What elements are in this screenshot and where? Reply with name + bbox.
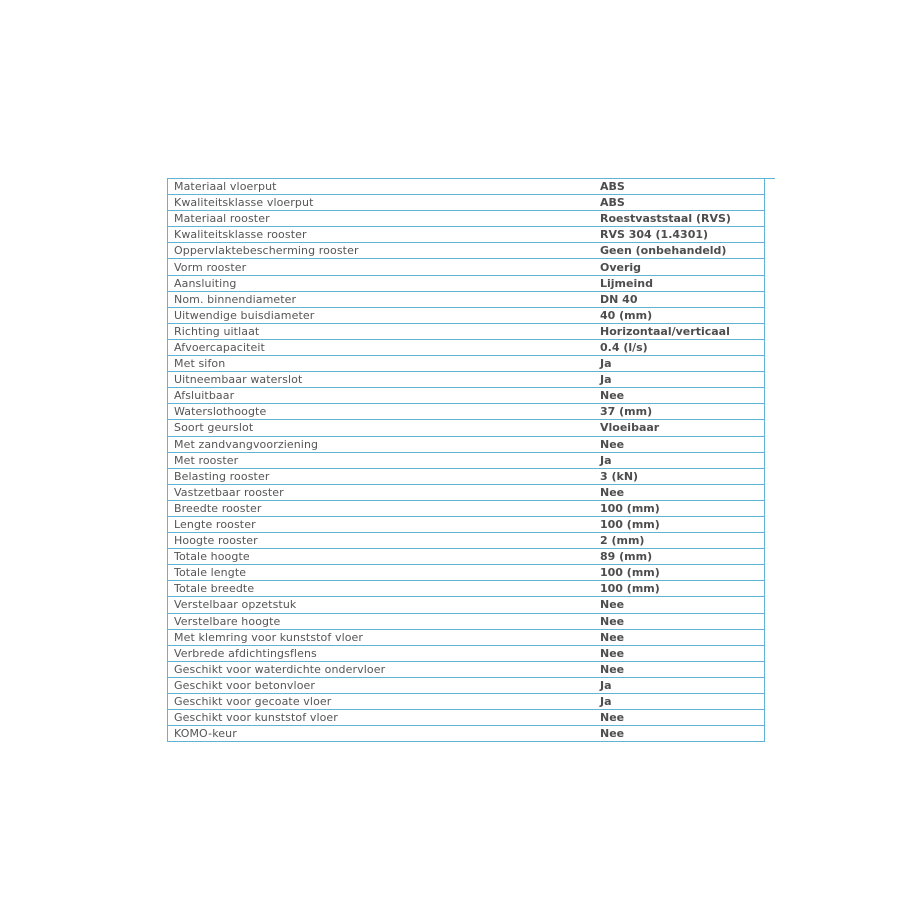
- property-label: Totale breedte: [168, 581, 599, 597]
- table-row: [168, 179, 765, 195]
- property-label: Uitneembaar waterslot: [168, 372, 599, 388]
- table-row: [168, 468, 765, 484]
- property-label: Materiaal rooster: [168, 211, 599, 227]
- table-row: [168, 307, 765, 323]
- property-label: Met sifon: [168, 356, 599, 372]
- spec-table: [167, 178, 765, 742]
- table-row: [168, 291, 765, 307]
- property-value: Ja: [598, 452, 765, 468]
- property-label: Soort geurslot: [168, 420, 599, 436]
- table-row: [168, 661, 765, 677]
- table-row: [168, 645, 765, 661]
- table-row: [168, 388, 765, 404]
- property-label: Vastzetbaar rooster: [168, 484, 599, 500]
- property-value: 100 (mm): [598, 500, 765, 516]
- property-label: Verbrede afdichtingsflens: [168, 645, 599, 661]
- table-row: [168, 516, 765, 532]
- table-row: [168, 597, 765, 613]
- property-label: Richting uitlaat: [168, 323, 599, 339]
- property-value: Overig: [598, 259, 765, 275]
- table-row: [168, 565, 765, 581]
- spec-table-container: [167, 178, 761, 742]
- table-row: [168, 339, 765, 355]
- property-label: Lengte rooster: [168, 516, 599, 532]
- property-label: Totale hoogte: [168, 549, 599, 565]
- property-label: Nom. binnendiameter: [168, 291, 599, 307]
- property-label: Vorm rooster: [168, 259, 599, 275]
- property-value: ABS: [598, 179, 765, 195]
- table-row: [168, 259, 765, 275]
- property-value: Ja: [598, 356, 765, 372]
- table-row: [168, 694, 765, 710]
- property-value: 37 (mm): [598, 404, 765, 420]
- property-value: Lijmeind: [598, 275, 765, 291]
- table-row: [168, 629, 765, 645]
- table-row: [168, 323, 765, 339]
- property-label: Aansluiting: [168, 275, 599, 291]
- property-label: Totale lengte: [168, 565, 599, 581]
- property-value: 89 (mm): [598, 549, 765, 565]
- property-label: Geschikt voor gecoate vloer: [168, 694, 599, 710]
- table-row: [168, 356, 765, 372]
- property-value: RVS 304 (1.4301): [598, 227, 765, 243]
- property-label: Afvoercapaciteit: [168, 339, 599, 355]
- table-row: [168, 613, 765, 629]
- property-label: Waterslothoogte: [168, 404, 599, 420]
- property-value: Nee: [598, 597, 765, 613]
- property-label: Materiaal vloerput: [168, 179, 599, 195]
- property-value: Nee: [598, 629, 765, 645]
- table-row: [168, 275, 765, 291]
- table-row: [168, 227, 765, 243]
- property-label: Verstelbaar opzetstuk: [168, 597, 599, 613]
- property-label: Verstelbare hoogte: [168, 613, 599, 629]
- property-value: Ja: [598, 372, 765, 388]
- property-value: 40 (mm): [598, 307, 765, 323]
- table-row: [168, 726, 765, 742]
- table-row: [168, 243, 765, 259]
- table-row: [168, 436, 765, 452]
- property-label: Hoogte rooster: [168, 533, 599, 549]
- property-value: 0.4 (l/s): [598, 339, 765, 355]
- table-row: [168, 404, 765, 420]
- table-row: [168, 581, 765, 597]
- property-label: Breedte rooster: [168, 500, 599, 516]
- table-row: [168, 195, 765, 211]
- property-label: Geschikt voor kunststof vloer: [168, 710, 599, 726]
- property-label: Met klemring voor kunststof vloer: [168, 629, 599, 645]
- table-row: [168, 533, 765, 549]
- table-row: [168, 452, 765, 468]
- property-value: Ja: [598, 677, 765, 693]
- property-value: Nee: [598, 726, 765, 742]
- table-row: [168, 500, 765, 516]
- property-value: 100 (mm): [598, 581, 765, 597]
- table-border-extension: [761, 178, 775, 179]
- property-label: Kwaliteitsklasse vloerput: [168, 195, 599, 211]
- table-row: [168, 677, 765, 693]
- property-label: KOMO-keur: [168, 726, 599, 742]
- property-label: Uitwendige buisdiameter: [168, 307, 599, 323]
- property-value: Nee: [598, 645, 765, 661]
- property-label: Met rooster: [168, 452, 599, 468]
- property-value: ABS: [598, 195, 765, 211]
- property-label: Geschikt voor betonvloer: [168, 677, 599, 693]
- property-value: Nee: [598, 388, 765, 404]
- property-value: Ja: [598, 694, 765, 710]
- property-value: Nee: [598, 661, 765, 677]
- property-value: 3 (kN): [598, 468, 765, 484]
- table-row: [168, 372, 765, 388]
- table-row: [168, 211, 765, 227]
- property-value: Geen (onbehandeld): [598, 243, 765, 259]
- property-value: Nee: [598, 436, 765, 452]
- property-value: Horizontaal/verticaal: [598, 323, 765, 339]
- property-value: 100 (mm): [598, 565, 765, 581]
- property-label: Oppervlaktebescherming rooster: [168, 243, 599, 259]
- table-row: [168, 710, 765, 726]
- property-value: 2 (mm): [598, 533, 765, 549]
- property-label: Kwaliteitsklasse rooster: [168, 227, 599, 243]
- table-row: [168, 549, 765, 565]
- property-label: Geschikt voor waterdichte ondervloer: [168, 661, 599, 677]
- table-row: [168, 484, 765, 500]
- property-value: DN 40: [598, 291, 765, 307]
- property-label: Afsluitbaar: [168, 388, 599, 404]
- property-label: Belasting rooster: [168, 468, 599, 484]
- property-value: Nee: [598, 710, 765, 726]
- property-value: Nee: [598, 484, 765, 500]
- spec-table-body: [168, 179, 765, 742]
- table-row: [168, 420, 765, 436]
- property-value: Roestvaststaal (RVS): [598, 211, 765, 227]
- property-label: Met zandvangvoorziening: [168, 436, 599, 452]
- property-value: Vloeibaar: [598, 420, 765, 436]
- property-value: Nee: [598, 613, 765, 629]
- property-value: 100 (mm): [598, 516, 765, 532]
